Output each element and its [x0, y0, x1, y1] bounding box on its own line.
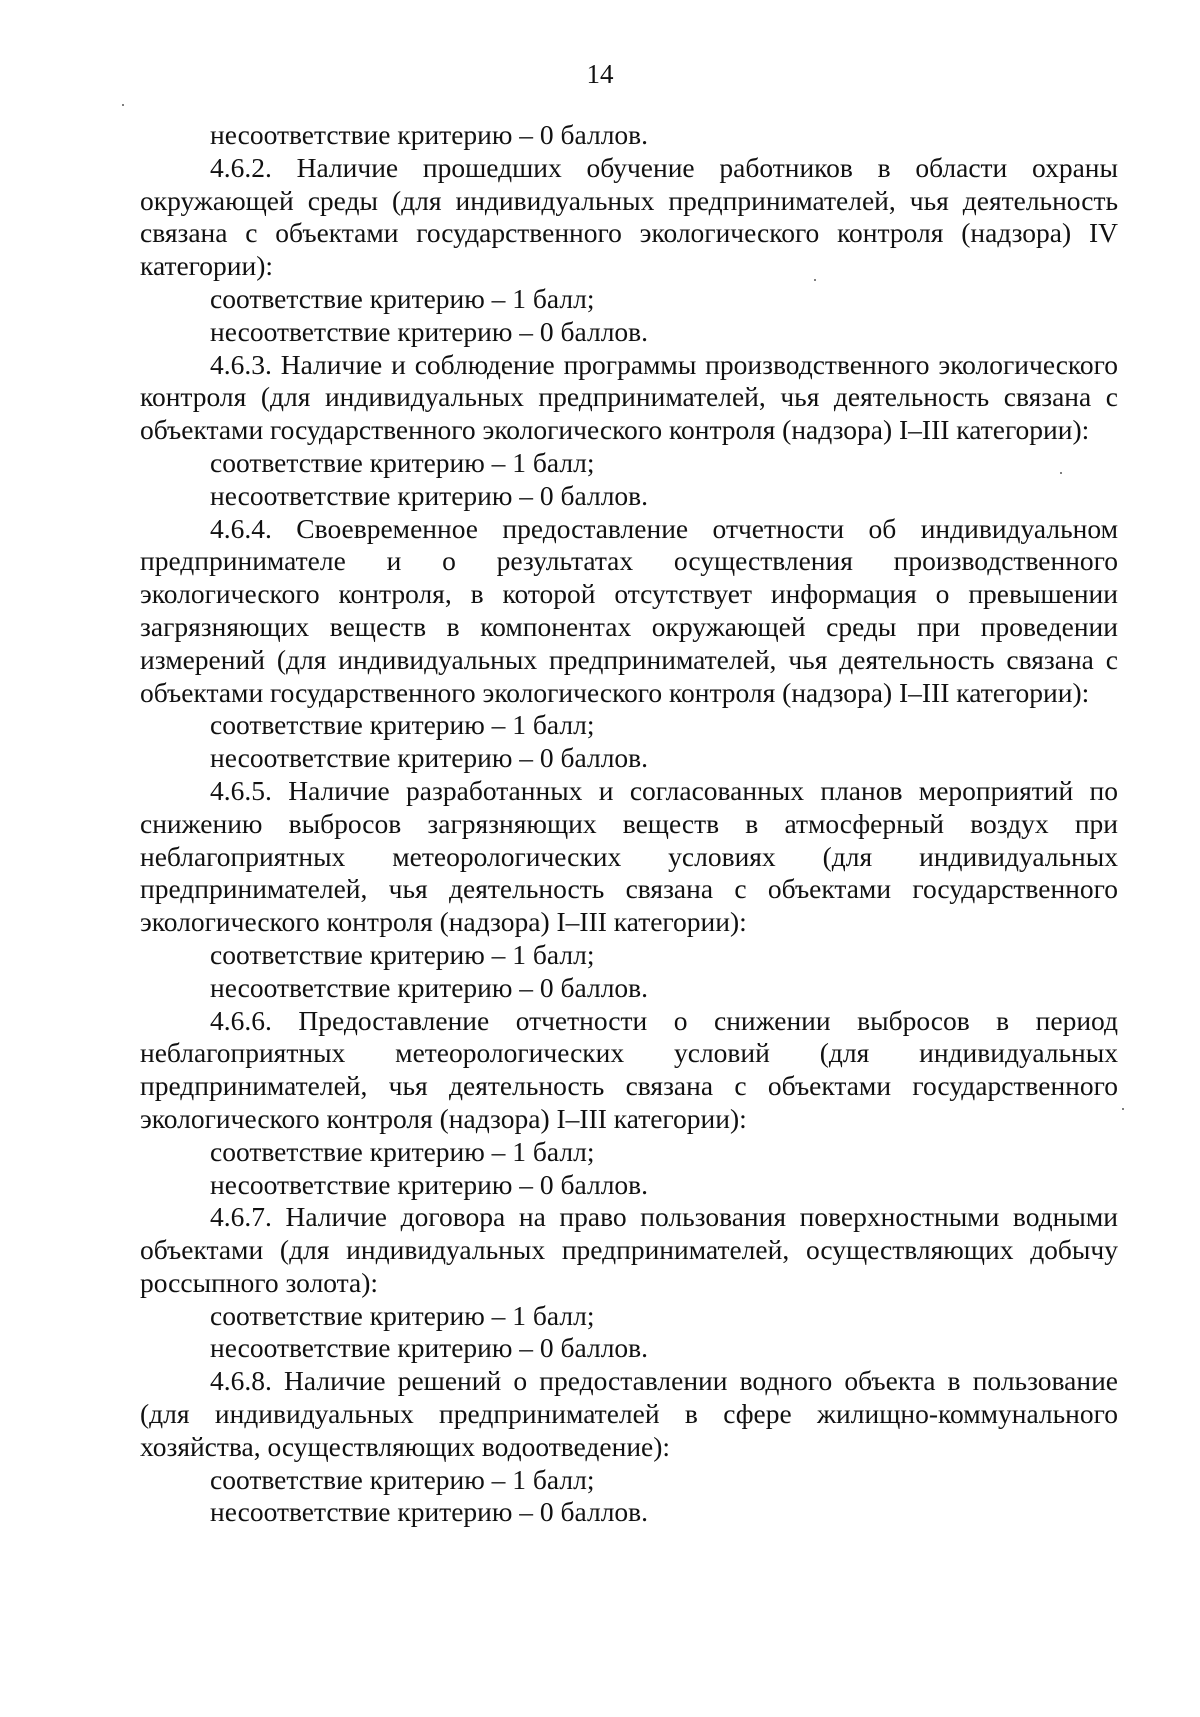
scan-speck [1122, 1108, 1124, 1110]
criterion-4-6-4 [140, 513, 1118, 775]
page-number: 14 [586, 59, 614, 89]
score-no-line: несоответствие критерию – 0 баллов. [210, 1332, 649, 1364]
score-no-line: несоответствие критерию – 0 баллов. [210, 479, 649, 511]
score-yes-line: соответствие критерию – 1 балл; [210, 1135, 595, 1167]
criterion-text: 4.6.7. Наличие договора на право пользования поверхностными водными объектами (для индивидуальных предпринимателей, осуществляющих добычу россыпного золота): [140, 1201, 1118, 1298]
criterion-text: 4.6.8. Наличие решений о предоставлении водного объекта в пользование (для индивидуальных предпринимателей в сфере жилищно-коммунального хозяйства, осуществляющих водоотведение): [140, 1365, 1118, 1462]
score-yes-line: соответствие критерию – 1 балл; [210, 1463, 595, 1495]
score-yes-line: соответствие критерию – 1 балл; [210, 1299, 595, 1331]
document-body [140, 119, 1118, 1529]
score-yes-line: соответствие критерию – 1 балл; [210, 282, 595, 314]
criterion-text: 4.6.3. Наличие и соблюдение программы производственного экологического контроля (для индивидуальных предпринимателей, чья деятельность связана с объектами государственного экологического контроля (надзора) I–III категории): [140, 348, 1118, 446]
score-no-line: несоответствие критерию – 0 баллов. [210, 315, 649, 347]
criterion-text: 4.6.6. Предоставление отчетности о снижении выбросов в период неблагоприятных метеорологических условий (для индивидуальных предпринимателей, чья деятельность связана с объектами государственного экологического контроля (надзора) I–III категории): [140, 1004, 1118, 1134]
criterion-text: 4.6.2. Наличие прошедших обучение работников в области охраны окружающей среды (для индивидуальных предпринимателей, чья деятельность связана с объектами государственного экологического контроля (надзора) IV категории): [140, 151, 1118, 282]
criterion-4-6-8 [140, 1365, 1118, 1529]
score-no-line: несоответствие критерию – 0 баллов. [210, 1496, 649, 1528]
criterion-4-6-5 [140, 775, 1118, 1005]
criterion-text: 4.6.4. Своевременное предоставление отчетности об индивидуальном предпринимателе и о результатах осуществления производственного экологического контроля, в которой отсутствует информация о превышении загрязняющих веществ в компонентах окружающей среды при проведении измерений (для индивидуальных предпринимателей, чья деятельность связана с объектами государственного экологического контроля (надзора) I–III категории): [140, 512, 1118, 708]
score-no-line: несоответствие критерию – 0 баллов. [210, 742, 649, 774]
score-yes-line: соответствие критерию – 1 балл; [210, 709, 595, 741]
score-no-line: несоответствие критерию – 0 баллов. [210, 119, 649, 150]
criterion-4-6-3 [140, 349, 1118, 513]
score-no-line: несоответствие критерию – 0 баллов. [210, 971, 649, 1003]
criterion-4-6-6 [140, 1005, 1118, 1202]
criterion-4-6-7 [140, 1201, 1118, 1365]
score-yes-line: соответствие критерию – 1 балл; [210, 446, 595, 478]
score-no-line: несоответствие критерию – 0 баллов. [210, 1168, 649, 1200]
criterion-text: 4.6.5. Наличие разработанных и согласованных планов мероприятий по снижению выбросов загрязняющих веществ в атмосферный воздух при неблагоприятных метеорологических условиях (для индивидуальных предпринимателей, чья деятельность связана с объектами государственного экологического контроля (надзора) I–III категории): [140, 774, 1118, 938]
score-yes-line: соответствие критерию – 1 балл; [210, 938, 595, 970]
scan-speck [122, 104, 124, 106]
criterion-4-6-2 [140, 152, 1118, 349]
